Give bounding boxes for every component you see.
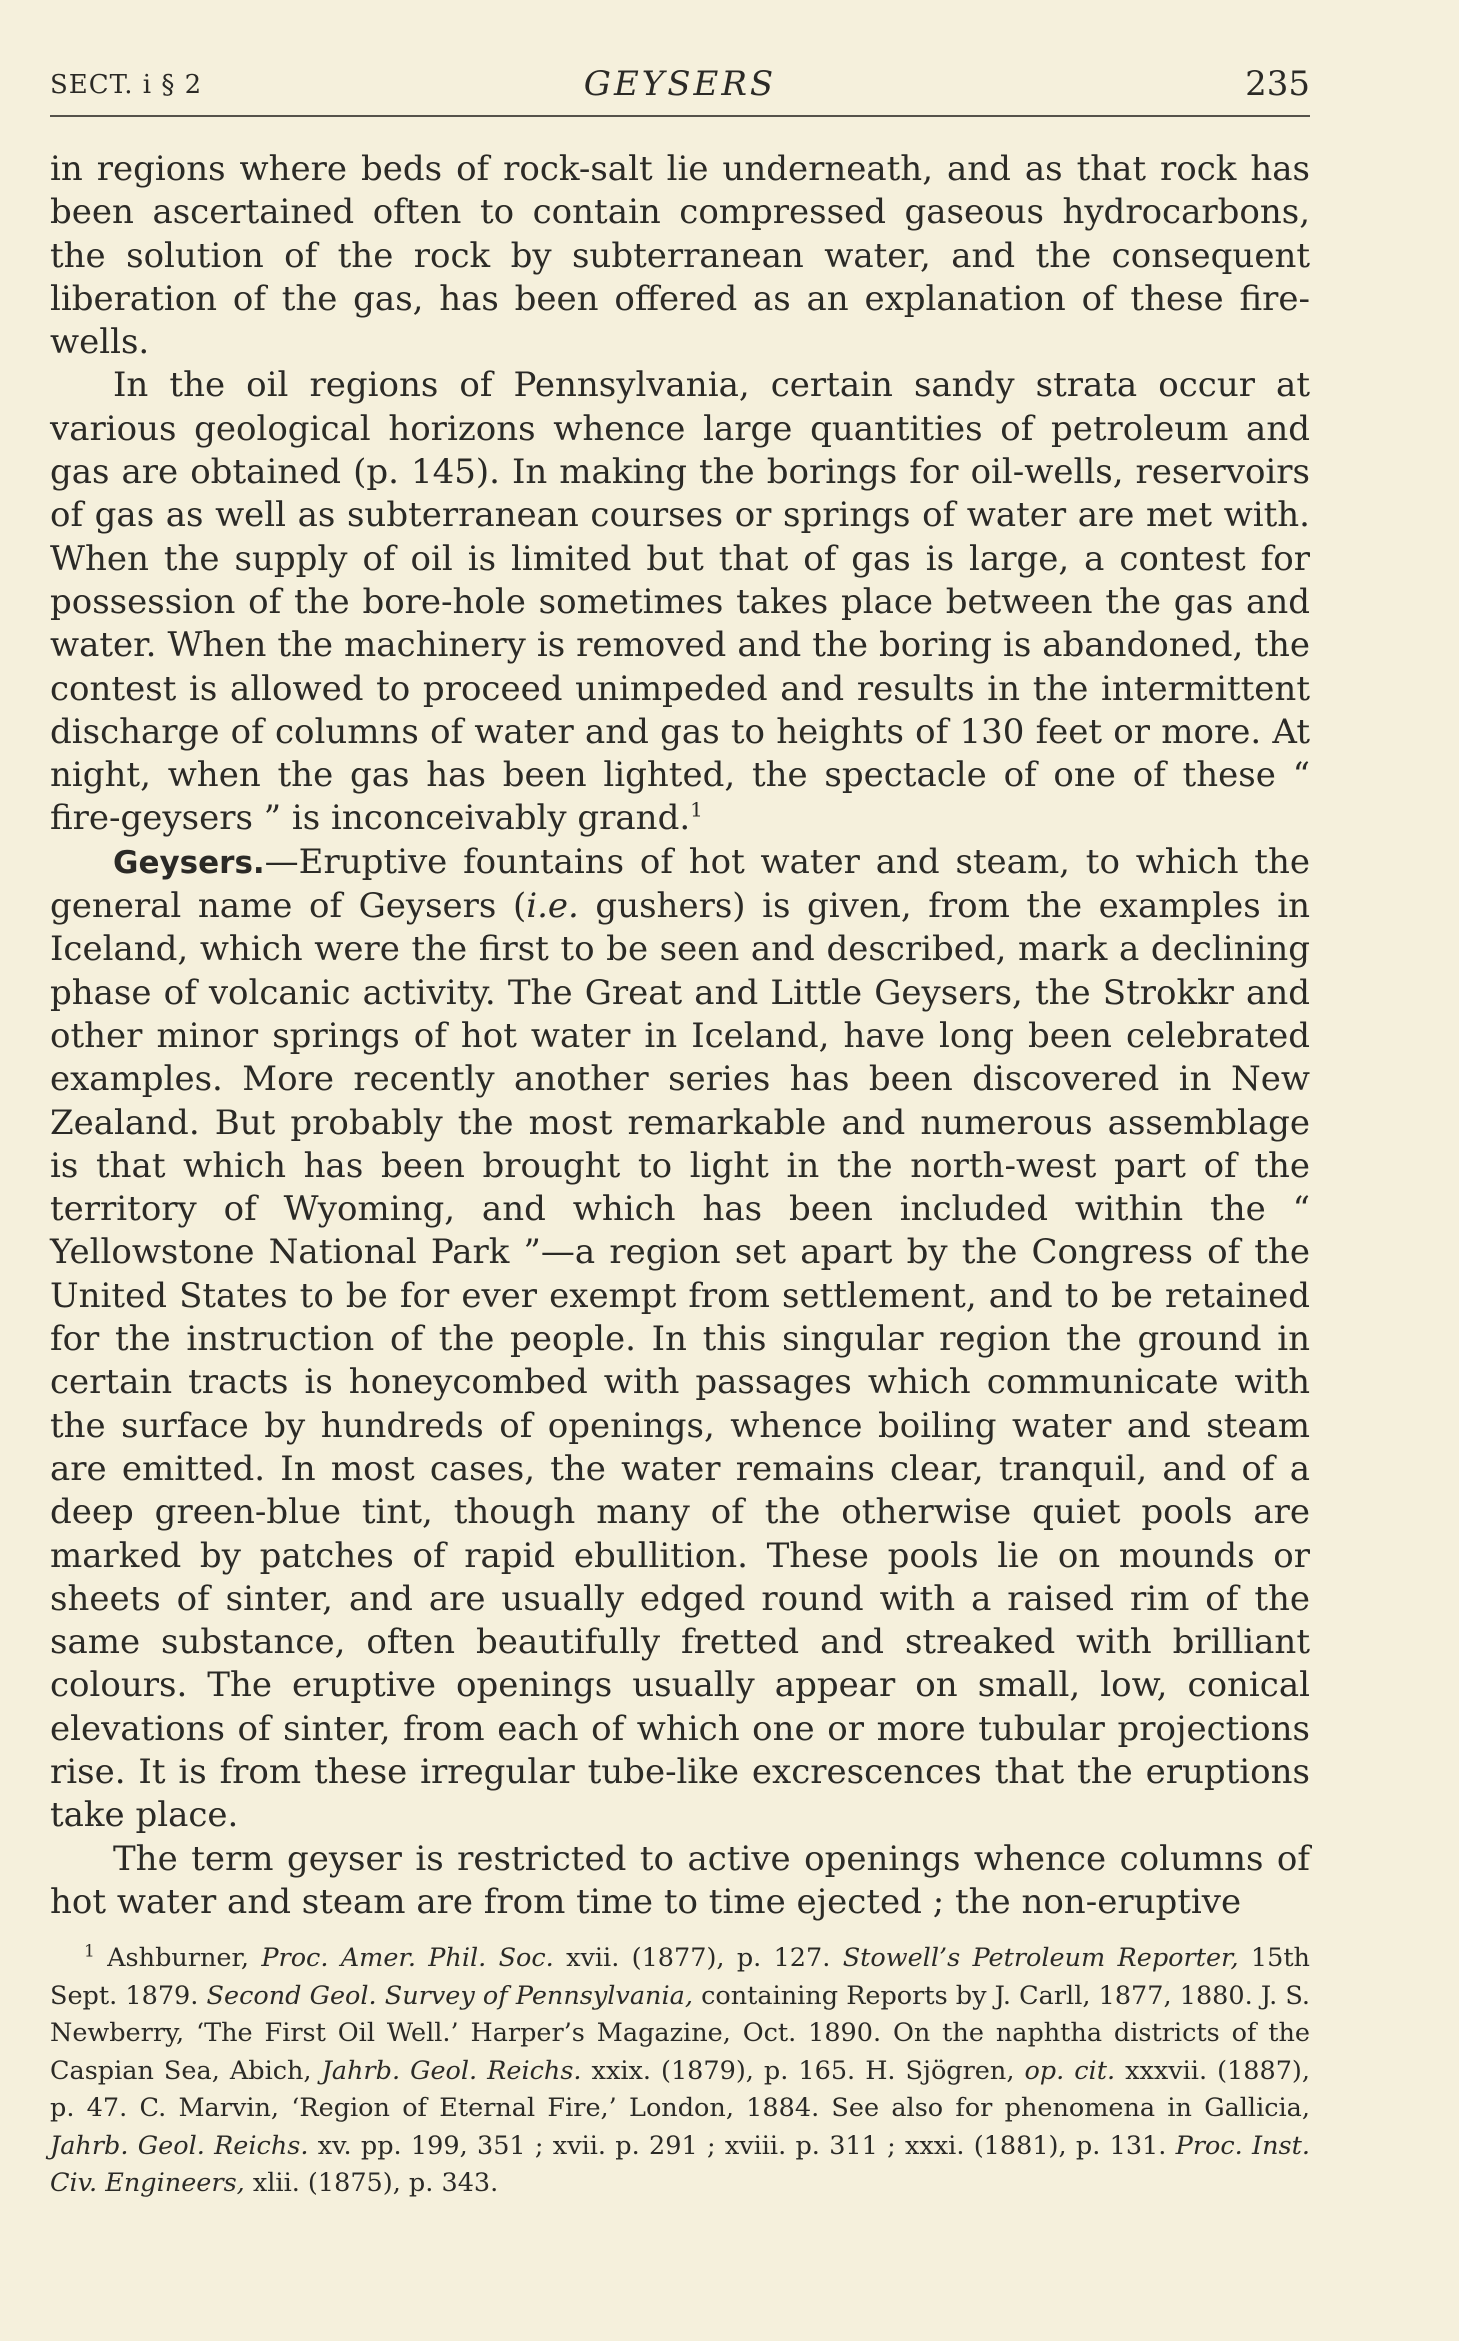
running-header xyxy=(50,62,1310,106)
fn-citation: op. cit. xyxy=(1024,2055,1116,2086)
header-rule xyxy=(50,115,1310,117)
paragraph-pennsylvania xyxy=(50,364,1310,840)
fn-citation: Jahrb. Geol. Reichs. xyxy=(50,2130,309,2161)
paragraph-geysers xyxy=(50,841,1310,1838)
fn-text: xxix. (1879), p. 165. H. Sjögren, xyxy=(581,2055,1025,2086)
running-title: GEYSERS xyxy=(583,64,777,104)
geysers-text-2: gushers) is given, from the examples in Iceland, which were the first to be seen and described, mark a declining phase of volcanic activity. The Great and Little Geysers, the Strokkr and other minor springs of hot water in Iceland, have long been celebrated examples. More recently another series has been discovered in New Zealand. But probably the most remarkable and numerous assemblage is that which has been brought to light in the north-west part of the territory of Wyoming, and which has been included within the “ Yellowstone National Park ”—a region set apart by the Congress of the United States to be for ever exempt from settlement, and to be retained for the instruction of the people. In this singular region the ground in certain tracts is honeycombed with passages which communicate with the surface by hundreds of openings, whence boiling water and steam are emitted. In most cases, the water remains clear, tranquil, and of a deep green-blue tint, though many of the otherwise quiet pools are marked by patches of rapid ebullition. These pools lie on mounds or sheets of sinter, and are usually edged round with a raised rim of the same substance, often beautifully fretted and streaked with brilliant colours. The eruptive openings usually appear on small, low, conical elevations of sinter, from each of which one or more tubular projections rise. It is from these irregular tube-like excrescences that the eruptions take place. xyxy=(50,886,1311,1836)
paragraph-term-geyser: The term geyser is restricted to active openings whence columns of hot water and steam are from time to time ejected ; the non-eruptive xyxy=(50,1838,1310,1922)
fn-text: xlii. (1875), p. 343. xyxy=(244,2168,499,2198)
footnote-reference[interactable]: 1 xyxy=(690,798,703,823)
fn-text: containing Reports by J. Carll, 1877, 1880. J. S. Newberry, ‘The First Oil Well.’ Harper’s Magazine, Oct. 1890. On the naphtha districts of the Caspian Sea, Abich, xyxy=(50,1980,1311,2086)
fn-text: xv. pp. 199, 351 ; xvii. p. 291 ; xviii. p. 311 ; xxxi. (1881), p. 131. xyxy=(308,2130,1176,2161)
footnote-1 xyxy=(50,1940,1310,2203)
footnotes xyxy=(50,1940,1310,2203)
paragraph-pennsylvania-text: In the oil regions of Pennsylvania, certain sandy strata occur at various geological horizons whence large quantities of petroleum and gas are obtained (p. 145). In making the borings for oil-wells, reservoirs of gas as well as subterranean courses or springs of water are met with. When the supply of oil is limited but that of gas is large, a contest for possession of the bore-hole sometimes takes place between the gas and water. When the machinery is removed and the boring is abandoned, the contest is allowed to proceed unimpeded and results in the intermittent discharge of columns of water and gas to heights of 130 feet or more. At night, when the gas has been lighted, the spectacle of one of these “ fire-geysers ” is inconceivably grand. xyxy=(50,365,1310,839)
fn-text: xvii. (1877), p. 127. xyxy=(553,1943,843,1973)
body-text xyxy=(50,148,1310,1924)
fn-citation: Proc. Inst. Civ. Engineers, xyxy=(50,2130,1310,2198)
paragraph-fire-wells: in regions where beds of rock-salt lie underneath, and as that rock has been ascertained often to contain compressed gaseous hydrocarbons, the solution of the rock by subterranean water, and the consequent liberation of the gas, has been offered as an explanation of these fire-wells. xyxy=(50,149,1310,363)
footnote-number: 1 xyxy=(84,1941,95,1962)
fn-text: 15th Sept. 1879. xyxy=(50,1943,1310,2011)
geysers-text-1: —Eruptive fountains of hot water and steam, to which the general name of Geysers ( xyxy=(50,841,1310,927)
section-label: SECT. i § 2 xyxy=(50,70,203,100)
fn-citation: Second Geol. Survey of Pennsylvania, xyxy=(206,1980,693,2011)
fn-citation: Jahrb. Geol. Reichs. xyxy=(321,2055,582,2086)
page-number: 235 xyxy=(1245,64,1310,104)
fn-citation: Proc. Amer. Phil. Soc. xyxy=(261,1943,554,1973)
section-heading-geysers: Geysers. xyxy=(113,844,265,881)
fn-text: xxxvii. (1887), p. 47. C. Marvin, ‘Region of Eternal Fire,’ London, 1884. See also for phenomena in Gallicia, xyxy=(50,2055,1310,2123)
fn-citation: Stowell’s Petroleum Reporter, xyxy=(842,1943,1239,1973)
geysers-ie: i.e. xyxy=(526,886,579,927)
fn-text: Ashburner, xyxy=(94,1943,262,1973)
